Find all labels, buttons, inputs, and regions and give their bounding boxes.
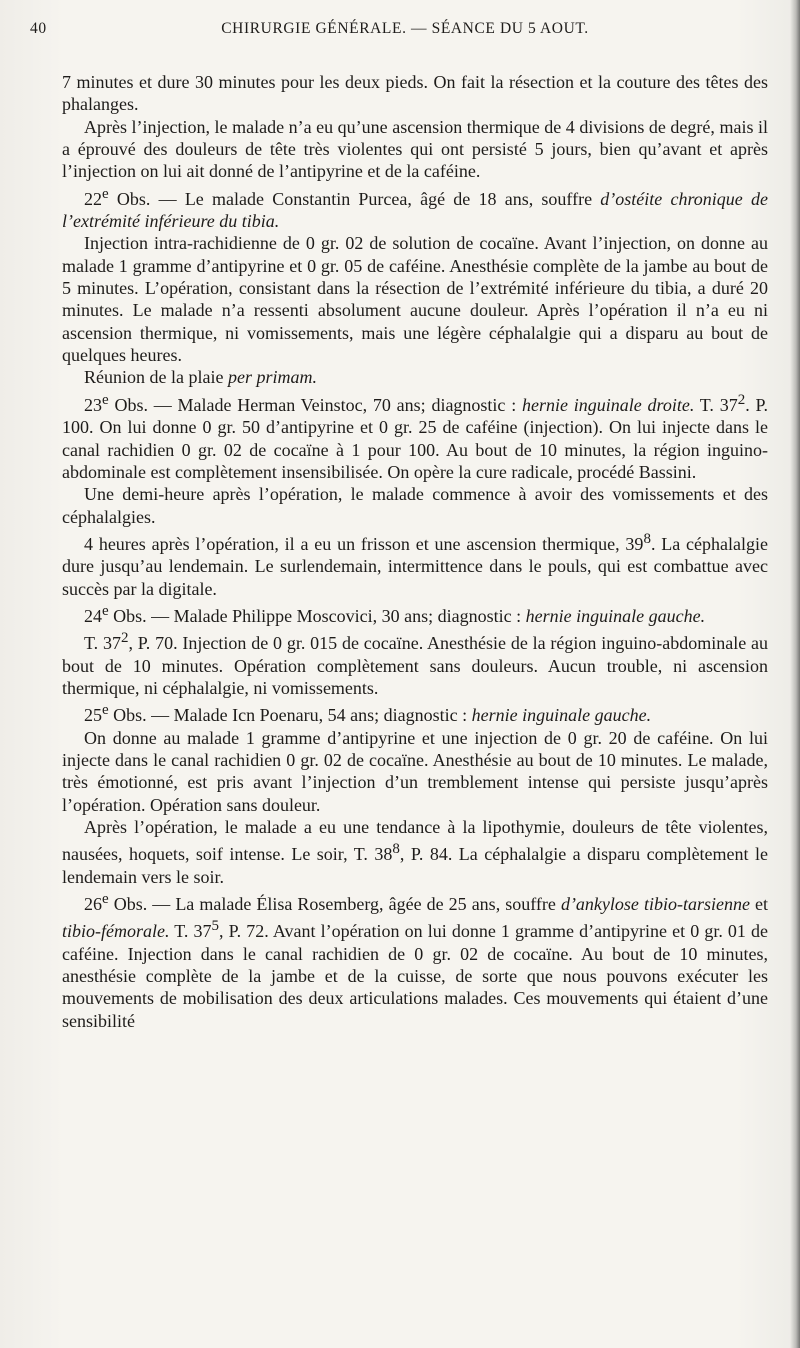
paragraph-p11 <box>62 699 768 726</box>
body-text <box>62 71 768 1032</box>
superscript: 2 <box>120 630 129 647</box>
italic-text: hernie inguinale droite. <box>521 394 695 415</box>
text-segment: 7 minutes et dure 30 minutes pour les deux pieds. On fait la résection et la couture des têtes des phalanges. <box>62 72 768 115</box>
italic-text: tibio-fémorale. <box>62 921 170 942</box>
text-segment: , P. 72. Avant l’opération on lui donne 1 gramme d’antipyrine et 0 gr. 01 de caféine. Injection dans le canal rachidien de 0 gr. 02 de cocaïne. Au bout de 10 minutes, anesthésie complète de la jambe et de la cuisse, de sorte que nous pouvons exécuter les mouvements de mobilisation des deux articulations malades. Ces mouvements qui étaient d’une sensibilité <box>62 921 768 1031</box>
text-segment: 25 <box>84 705 102 726</box>
text-segment: Obs. — La malade Élisa Rosemberg, âgée de 25 ans, souffre <box>108 894 561 915</box>
italic-text: d’ostéite chronique de l’extrémité inférieure du tibia. <box>62 188 768 232</box>
text-segment: Après l’injection, le malade n’a eu qu’une ascension thermique de 4 divisions de degré, mais il a éprouvé des douleurs de tête très violentes qui ont persisté 5 jours, bien qu’avant et après l’injection on lui ait donné de l’antipyrine et de la caféine. <box>62 116 768 182</box>
text-segment: Après l’opération, le malade a eu une tendance à la lipothymie, douleurs de tête violentes, nausées, hoquets, soif intense. Le soir, T. 38 <box>62 817 768 865</box>
text-segment: Obs. — Le malade Constantin Purcea, âgé de 18 ans, souffre <box>108 188 601 209</box>
paragraph-p10 <box>62 627 768 699</box>
text-segment: Réunion de la plaie <box>84 367 228 388</box>
text-segment: Injection intra-rachidienne de 0 gr. 02 de solution de cocaïne. Avant l’injection, on donne au malade 1 gramme d’antipyrine et 0 gr. 05 de caféine. Anesthésie complète de la jambe au bout de 5 minutes. L’opération, consistant dans la résection de l’extrémité inférieure du tibia, a duré 20 minutes. Le malade n’a ressenti absolument aucune douleur. Après l’opération il n’a eu ni ascension thermique, ni vomissements, mais une légère céphalalgie qui a disparu au bout de quelques heures. <box>62 233 768 366</box>
paragraph-p3 <box>62 183 768 233</box>
text-segment: T. 37 <box>84 633 121 654</box>
paragraph-p9 <box>62 600 768 627</box>
paragraph-p7 <box>62 483 768 528</box>
superscript: e <box>102 702 109 719</box>
paragraph-p13 <box>62 816 768 888</box>
italic-text: hernie inguinale gauche. <box>471 705 652 726</box>
text-segment: T. 37 <box>694 394 738 415</box>
text-segment: 26 <box>84 894 102 915</box>
paragraph-p6 <box>62 389 768 483</box>
paragraph-p4 <box>62 232 768 366</box>
superscript: 8 <box>392 841 400 858</box>
superscript: e <box>102 891 109 908</box>
text-segment: 4 heures après l’opération, il a eu un frisson et une ascension thermique, 39 <box>84 533 644 554</box>
text-segment: Une demi-heure après l’opération, le malade commence à avoir des vomissements et des céphalalgies. <box>62 484 768 527</box>
italic-text: d’ankylose tibio-tarsienne <box>560 894 750 915</box>
italic-text: hernie inguinale gauche. <box>525 605 706 626</box>
text-segment: Obs. — Malade Icn Poenaru, 54 ans; diagnostic : <box>108 705 472 726</box>
page-edge-shadow <box>790 0 800 1348</box>
text-segment: . La céphalalgie dure jusqu’au lendemain. Le surlendemain, intermittence dans le pouls, qui est combattue avec succès par la digitale. <box>62 533 769 599</box>
superscript: 8 <box>643 530 651 547</box>
paragraph-p14 <box>62 888 768 1032</box>
text-segment: Obs. — Malade Herman Veinstoc, 70 ans; diagnostic : <box>108 394 522 415</box>
page-number: 40 <box>30 20 47 37</box>
running-title: CHIRURGIE GÉNÉRALE. — SÉANCE DU 5 AOUT. <box>221 20 589 37</box>
paragraph-p12 <box>62 727 768 816</box>
text-segment: T. 37 <box>169 921 212 942</box>
text-segment: On donne au malade 1 gramme d’antipyrine et une injection de 0 gr. 20 de caféine. On lui injecte dans le canal rachidien 0 gr. 02 de cocaïne. Anesthésie au bout de 10 minutes. Le malade, très émotionné, est pris avant l’injection d’un tremblement intense qui persiste jusqu’après l’opération. Opération sans douleur. <box>62 727 768 815</box>
text-segment: , P. 84. La céphalalgie a disparu complètement le lendemain vers le soir. <box>62 844 768 887</box>
text-segment: 23 <box>84 394 102 415</box>
text-segment: Obs. — Malade Philippe Moscovici, 30 ans; diagnostic : <box>108 605 526 626</box>
superscript: e <box>102 391 109 408</box>
text-segment: . P. 100. On lui donne 0 gr. 50 d’antipyrine et 0 gr. 25 de caféine (injection). On lui injecte dans le canal rachidien 0 gr. 02 de cocaïne à 1 pour 100. Au bout de 10 minutes, la région inguino-abdominale est complètement insensibilisée. On opère la cure radicale, procédé Bassini. <box>62 394 768 482</box>
superscript: 2 <box>737 391 746 408</box>
text-segment: 24 <box>84 605 102 626</box>
text-segment: 22 <box>84 188 102 209</box>
paragraph-p8 <box>62 528 768 600</box>
text-segment: et <box>749 894 768 915</box>
superscript: 5 <box>211 918 220 935</box>
italic-text: per primam. <box>227 367 317 388</box>
superscript: e <box>102 602 109 619</box>
paragraph-p5 <box>62 366 768 388</box>
paragraph-p2 <box>62 116 768 183</box>
superscript: e <box>102 185 109 202</box>
paragraph-p1 <box>62 71 768 116</box>
text-segment: , P. 70. Injection de 0 gr. 015 de cocaïne. Anesthésie de la région inguino-abdominale au bout de 10 minutes. Opération complètement sans douleurs. Aucun trouble, ni ascension thermique, ni céphalalgie, ni vomissements. <box>62 633 768 698</box>
page-header <box>30 20 760 50</box>
